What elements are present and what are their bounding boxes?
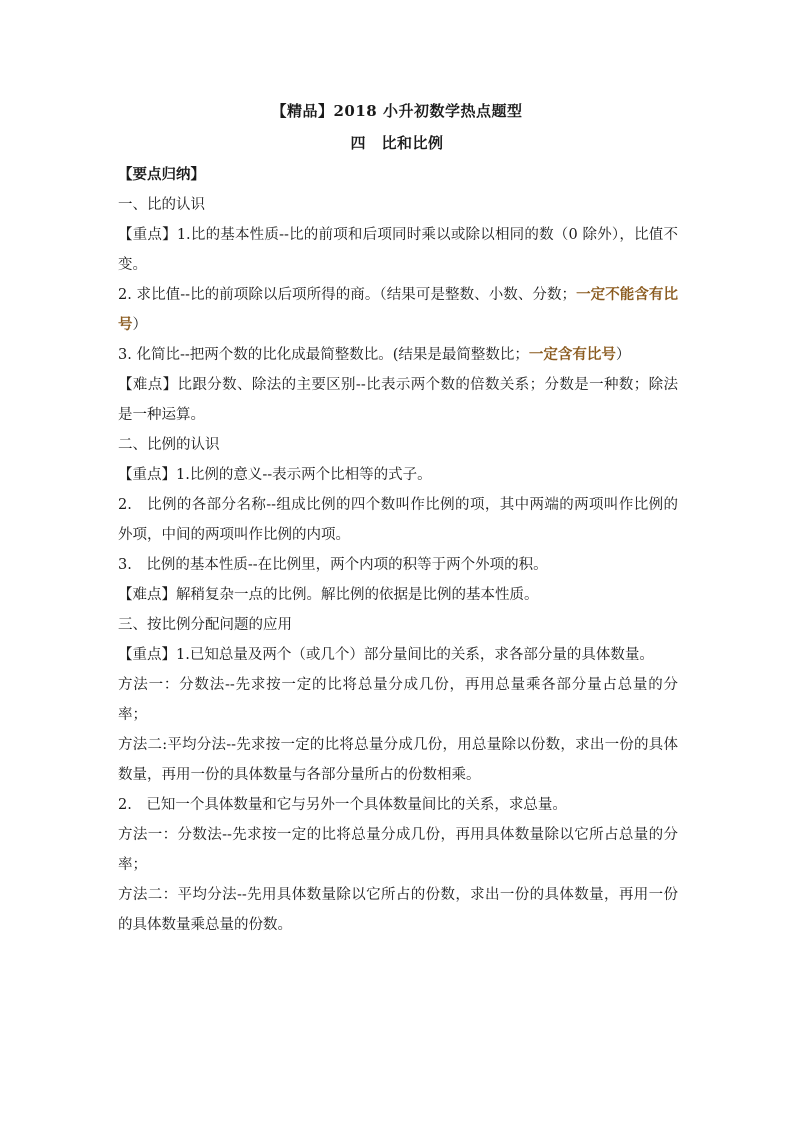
s2-paragraph-4: 【难点】解稍复杂一点的比例。解比例的依据是比例的基本性质。 xyxy=(118,587,539,603)
s2-paragraph-2: 2. 比例的各部分名称--组成比例的四个数叫作比例的项，其中两端的两项叫作比例的外项，中间的两项叫作比例的内项。 xyxy=(118,497,678,543)
s1-p2-highlight: 一定不能含有比号 xyxy=(118,286,678,333)
section-1-title: 一、比的认识 xyxy=(118,197,205,213)
s3-paragraph-1: 【重点】1.已知总量及两个（或几个）部分量间比的关系，求各部分量的具体数量。 xyxy=(118,647,654,663)
section-2-title: 二、比例的认识 xyxy=(118,437,220,453)
s2-paragraph-1: 【重点】1.比例的意义--表示两个比相等的式子。 xyxy=(118,467,432,483)
s1-p2-text: 2. 求比值--比的前项除以后项所得的商。（结果可是整数、小数、分数； xyxy=(118,287,577,303)
s1-paragraph-1: 【重点】1.比的基本性质--比的前项和后项同时乘以或除以相同的数（0 除外），比值不变。 xyxy=(118,227,678,273)
s2-paragraph-3: 3. 比例的基本性质--在比例里，两个内项的积等于两个外项的积。 xyxy=(118,557,548,573)
s3-paragraph-5: 方法一：分数法--先求按一定的比将总量分成几份，再用具体数量除以它所占总量的分率； xyxy=(118,827,678,873)
section-heading: 【要点归纳】 xyxy=(118,166,205,183)
s1-p2-close: ） xyxy=(132,317,147,333)
section-3-title: 三、按比例分配问题的应用 xyxy=(118,617,292,633)
s3-paragraph-2: 方法一：分数法--先求按一定的比将总量分成几份，再用总量乘各部分量占总量的分率； xyxy=(118,677,678,723)
s1-paragraph-4: 【难点】比跟分数、除法的主要区别--比表示两个数的倍数关系；分数是一种数；除法是一种运算。 xyxy=(118,377,678,423)
s3-paragraph-6: 方法二：平均分法--先用具体数量除以它所占的份数，求出一份的具体数量，再用一份的具体数量乘总量的份数。 xyxy=(118,887,678,933)
s3-paragraph-4: 2. 已知一个具体数量和它与另外一个具体数量间比的关系，求总量。 xyxy=(118,797,567,813)
s1-paragraph-2 xyxy=(118,280,678,340)
s1-p3-close: ） xyxy=(615,347,631,363)
s1-p3-text: 3. 化简比--把两个数的比化成最简整数比。(结果是最简整数比； xyxy=(118,347,529,363)
s3-paragraph-3: 方法二:平均分法--先求按一定的比将总量分成几份，用总量除以份数，求出一份的具体数量，再用一份的具体数量与各部分量所占的份数相乘。 xyxy=(118,737,678,783)
document-subtitle: 四 比和比例 xyxy=(350,134,444,152)
document-body xyxy=(118,160,678,940)
s1-paragraph-3 xyxy=(118,340,678,370)
s1-p3-highlight: 一定含有比号 xyxy=(528,346,616,363)
document-title: 【精品】2018 小升初数学热点题型 xyxy=(271,102,523,120)
